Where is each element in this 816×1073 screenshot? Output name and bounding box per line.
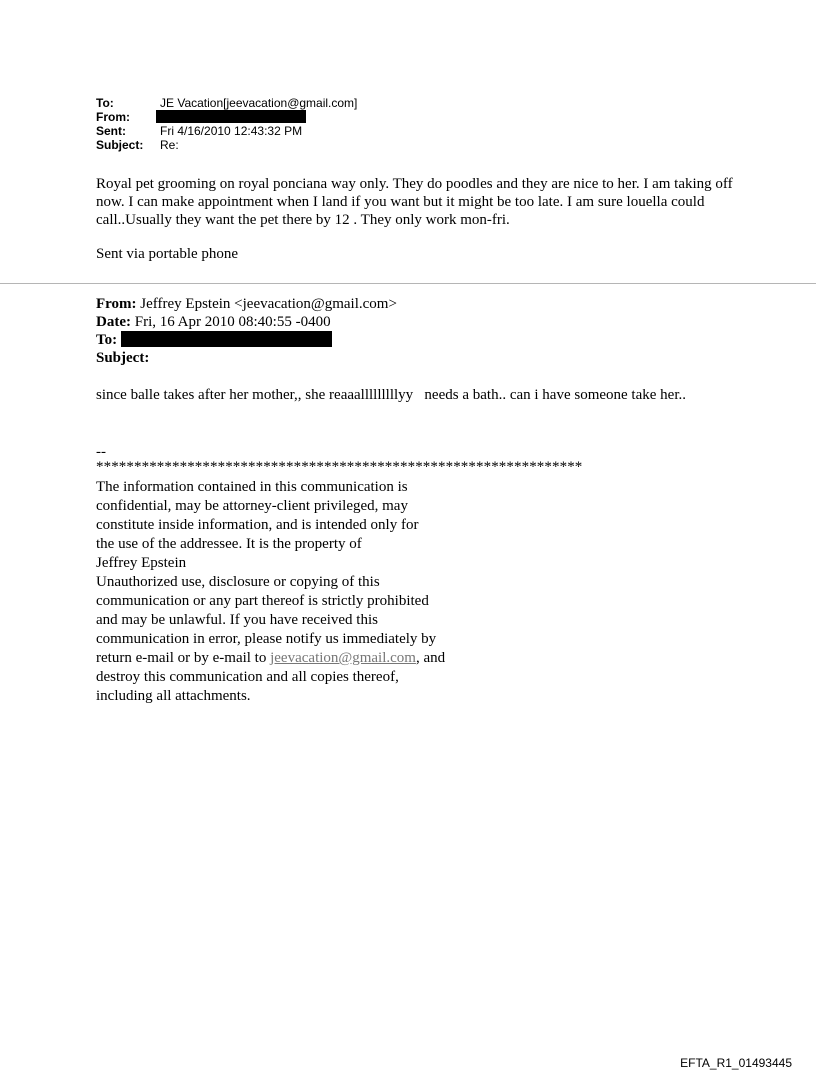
to-row: [96, 96, 357, 110]
original-from-label: From:: [96, 296, 137, 312]
disclaimer-line: Unauthorized use, disclosure or copying of this: [96, 574, 380, 590]
email-link[interactable]: jeevacation@gmail.com: [270, 650, 416, 666]
sent-label: Sent:: [96, 124, 126, 138]
original-header: [96, 295, 397, 367]
sent-value: Fri 4/16/2010 12:43:32 PM: [160, 124, 303, 138]
to-value: JE Vacation[jeevacation@gmail.com]: [160, 96, 358, 110]
divider: [0, 283, 816, 284]
disclaimer: [96, 478, 516, 706]
document-id: EFTA_R1_01493445: [680, 1056, 792, 1070]
disclaimer-line: communication or any part thereof is strictly prohibited: [96, 593, 429, 609]
subject-label: Subject:: [96, 138, 144, 152]
signature-dash: --: [96, 444, 106, 460]
original-date-label: Date:: [96, 314, 131, 330]
from-row: [96, 110, 357, 124]
disclaimer-text: , and: [415, 650, 446, 666]
sent-row: [96, 124, 357, 138]
disclaimer-line: constitute inside information, and is intended only for: [96, 517, 419, 533]
signature-stars: ****************************************************************: [96, 459, 583, 475]
original-from-row: [96, 295, 397, 313]
reply-body: Royal pet grooming on royal ponciana way only. They do poodles and they are nice to her. I am taking off now. I can make appointment when I land if you want but it might be too late. I am sure louella could call..Usually they want the pet there by 12 . They only work mon-fri.: [96, 176, 733, 228]
original-to-label: To:: [96, 332, 118, 348]
original-from-value: Jeffrey Epstein <jeevacation@gmail.com>: [140, 296, 397, 312]
disclaimer-line: the use of the addressee. It is the property of: [96, 536, 362, 552]
redaction-bar: [156, 110, 306, 123]
reply-header: [96, 96, 357, 152]
disclaimer-line: including all attachments.: [96, 688, 251, 704]
original-to-row: [96, 331, 397, 349]
original-date-row: [96, 313, 397, 331]
subject-value: Re:: [160, 138, 179, 152]
disclaimer-line: The information contained in this communication is: [96, 479, 408, 495]
subject-row: [96, 138, 357, 152]
to-label: To:: [96, 96, 114, 110]
disclaimer-line: Jeffrey Epstein: [96, 555, 187, 571]
original-date-value: Fri, 16 Apr 2010 08:40:55 -0400: [134, 314, 331, 330]
disclaimer-line-email: [96, 649, 516, 668]
disclaimer-line: confidential, may be attorney-client privileged, may: [96, 498, 408, 514]
original-subject-row: [96, 349, 397, 367]
disclaimer-line: and may be unlawful. If you have received this: [96, 612, 378, 628]
original-body: since balle takes after her mother,, she reaaalllllllllyy needs a bath.. can i have someone take her..: [96, 387, 686, 403]
redaction-bar: [121, 331, 332, 347]
reply-signature: Sent via portable phone: [96, 246, 239, 262]
disclaimer-line: communication in error, please notify us immediately by: [96, 631, 437, 647]
disclaimer-text: return e-mail or by e-mail to: [96, 650, 271, 666]
original-subject-label: Subject:: [96, 350, 150, 366]
disclaimer-line: destroy this communication and all copies thereof,: [96, 669, 399, 685]
from-label: From:: [96, 110, 130, 124]
